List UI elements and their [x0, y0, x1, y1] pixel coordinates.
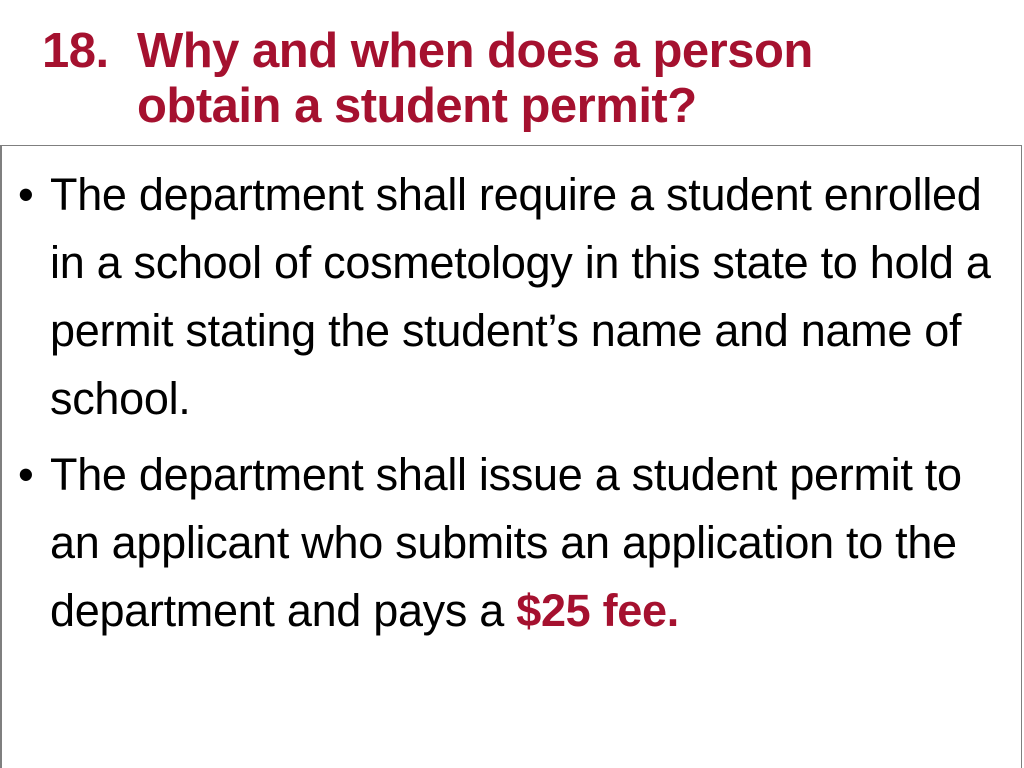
- bullet-text-2: The department shall issue a student permit to an applicant who submits an application to the department and pays a: [50, 449, 962, 636]
- bullet-list: [0, 161, 1010, 653]
- bullet-text-1: The department shall require a student enrolled in a school of cosmetology in this state to hold a permit stating the student’s name and name of school.: [50, 169, 991, 424]
- question-number: 18.: [42, 24, 109, 78]
- title-line-2: obtain a student permit?: [137, 79, 697, 133]
- bullet-dot-icon: •: [18, 449, 34, 500]
- slide-title: [42, 24, 1002, 134]
- bullet-item-2: [0, 441, 1010, 645]
- fee-amount: $25 fee.: [516, 585, 679, 636]
- bullet-item-1: [0, 161, 1010, 433]
- bullet-dot-icon: •: [18, 169, 34, 220]
- title-line-1: Why and when does a person: [137, 24, 813, 78]
